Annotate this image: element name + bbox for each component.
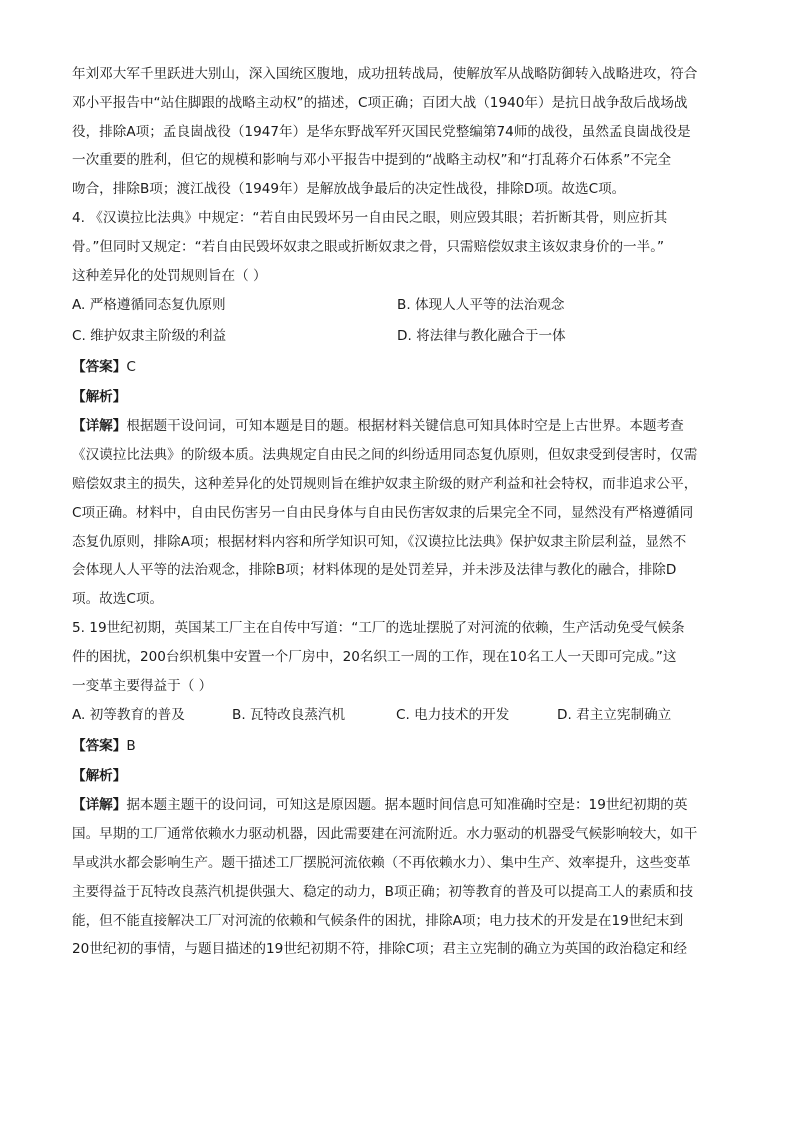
question-4 — [72, 204, 722, 614]
text-line: 骨。”但同时又规定：“若自由民毁坏奴隶之眼或折断奴隶之骨，只需赔偿奴隶主该奴隶身价的一半。” — [72, 238, 665, 255]
text-line: 《汉谟拉比法典》的阶级本质。法典规定自由民之间的纠纷适用同态复仇原则，但奴隶受到侵害时，仅需 — [72, 447, 698, 464]
option-d: D. 将法律与教化融合于一体 — [397, 328, 566, 345]
q3-analysis-continuation — [72, 60, 722, 204]
detail-tag: 【详解】 — [72, 797, 127, 814]
answer-value: C — [126, 359, 136, 376]
text-line: 会体现人人平等的法治观念，排除B项；材料体现的是处罚差异，并未涉及法律与教化的融合，排除D — [72, 562, 677, 579]
question-4-detail — [72, 412, 722, 614]
option-a: A. 初等教育的普及 — [72, 707, 185, 724]
text-line: 邓小平报告中“站住脚跟的战略主动权”的描述，C项正确；百团大战（1940年）是抗日战争敌后战场战 — [72, 94, 688, 111]
option-c: C. 电力技术的开发 — [396, 707, 510, 724]
analysis-tag: 【解析】 — [72, 768, 127, 785]
option-a: A. 严格遵循同态复仇原则 — [72, 297, 226, 314]
text-line: 主要得益于瓦特改良蒸汽机提供强大、稳定的动力，B项正确；初等教育的普及可以提高工人的素质和技 — [72, 883, 694, 900]
question-5-detail — [72, 791, 722, 964]
answer-line — [72, 731, 722, 761]
question-4-options-row-2 — [72, 321, 722, 352]
question-4-stem — [72, 204, 722, 290]
text-line: 役，排除A项；孟良崮战役（1947年）是华东野战军歼灭国民党整编第74师的战役，虽然孟良崮战役是 — [72, 123, 691, 140]
analysis-line — [72, 761, 722, 791]
text-line: C项正确。材料中，自由民伤害另一自由民身体与自由民伤害奴隶的后果完全不同，显然没有严格遵循同 — [72, 504, 694, 521]
question-4-options-row-1 — [72, 290, 722, 321]
text-line: 态复仇原则，排除A项；根据材料内容和所学知识可知，《汉谟拉比法典》保护奴隶主阶层利益，显然不 — [72, 533, 687, 550]
option-c: C. 维护奴隶主阶级的利益 — [72, 328, 227, 345]
question-5 — [72, 614, 722, 964]
text-line: 20世纪初的事情，与题目描述的19世纪初期不符，排除C项；君主立宪制的确立为英国的政治稳定和经 — [72, 941, 688, 958]
text-line: 赔偿奴隶主的损失，这种差异化的处罚规则旨在维护奴隶主阶级的财产利益和社会特权，而非追求公平， — [72, 475, 698, 492]
answer-tag: 【答案】 — [72, 359, 127, 376]
answer-tag: 【答案】 — [72, 738, 127, 755]
text-line: 这种差异化的处罚规则旨在（ ） — [72, 267, 267, 284]
text-line: 能，但不能直接解决工厂对河流的依赖和气候条件的困扰，排除A项；电力技术的开发是在19世纪末到 — [72, 912, 684, 929]
detail-text: 根据题干设问词，可知本题是目的题。根据材料关键信息可知具体时空是上古世界。本题考查 — [126, 418, 684, 435]
text-line: 一次重要的胜利，但它的规模和影响与邓小平报告中提到的“战略主动权”和“打乱蒋介石体系”不完全 — [72, 152, 672, 169]
detail-text: 据本题主题干的设问词，可知这是原因题。据本题时间信息可知准确时空是：19世纪初期的英 — [126, 797, 688, 814]
answer-line — [72, 352, 722, 382]
text-line: 5. 19世纪初期，英国某工厂主在自传中写道：“工厂的选址摆脱了对河流的依赖，生产活动免受气候条 — [72, 619, 685, 636]
document-page — [72, 60, 722, 964]
analysis-line — [72, 382, 722, 412]
text-line — [72, 412, 722, 441]
answer-value: B — [126, 738, 136, 755]
text-line: 4. 《汉谟拉比法典》中规定：“若自由民毁坏另一自由民之眼，则应毁其眼；若折断其骨，则应折其 — [72, 209, 668, 226]
option-b: B. 瓦特改良蒸汽机 — [232, 707, 346, 724]
analysis-tag: 【解析】 — [72, 389, 127, 406]
option-d: D. 君主立宪制确立 — [557, 707, 672, 724]
text-line: 年刘邓大军千里跃进大别山，深入国统区腹地，成功扭转战局，使解放军从战略防御转入战略进攻，符合 — [72, 66, 698, 82]
text-line: 项。故选C项。 — [72, 591, 164, 608]
detail-tag: 【详解】 — [72, 418, 127, 435]
text-line: 件的困扰，200台织机集中安置一个厂房中，20名织工一周的工作，现在10名工人一天即可完成。”这 — [72, 648, 677, 665]
question-5-options — [72, 700, 722, 731]
text-line: 吻合，排除B项；渡江战役（1949年）是解放战争最后的决定性战役，排除D项。故选C项。 — [72, 181, 626, 198]
text-line: 旱或洪水都会影响生产。题干描述工厂摆脱河流依赖（不再依赖水力）、集中生产、效率提升，这些变革 — [72, 854, 691, 871]
text-line — [72, 791, 722, 820]
option-b: B. 体现人人平等的法治观念 — [397, 297, 565, 314]
question-5-stem — [72, 614, 722, 700]
text-line: 国。早期的工厂通常依赖水力驱动机器，因此需要建在河流附近。水力驱动的机器受气候影响较大，如干 — [72, 826, 698, 843]
text-line: 一变革主要得益于（ ） — [72, 677, 213, 694]
